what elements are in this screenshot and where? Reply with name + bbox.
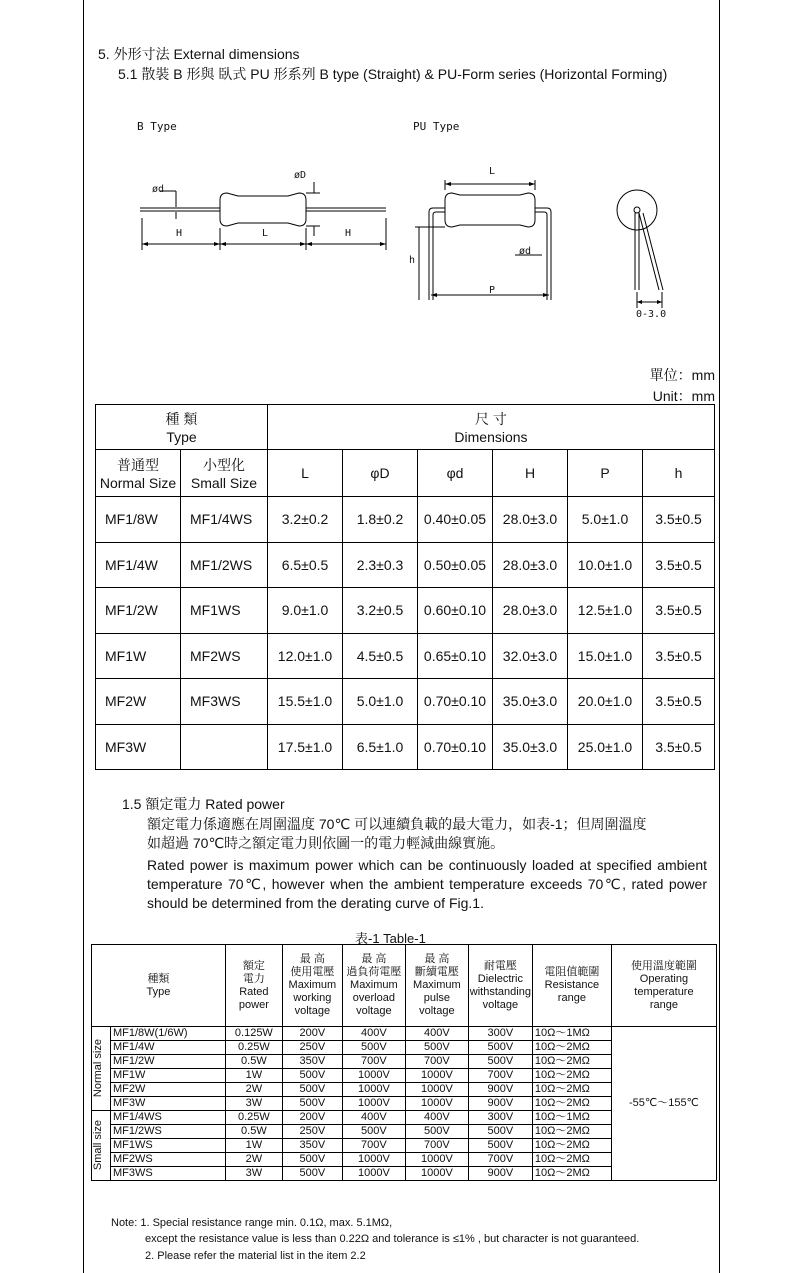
- table-cell: 300V: [468, 1111, 532, 1125]
- table-row: [96, 497, 715, 543]
- table-1-header-cell: [282, 945, 342, 1027]
- unit-cn: 單位：mm: [649, 367, 715, 383]
- small-size-en: Small Size: [190, 475, 258, 491]
- unit-en: Unit：mm: [652, 388, 715, 404]
- table-cell: 400V: [405, 1027, 468, 1041]
- table-cell: 17.5±1.0: [268, 724, 343, 770]
- table-cell: 10Ω～2MΩ: [532, 1125, 611, 1139]
- small-size-header: [181, 450, 268, 497]
- table-cell: 350V: [282, 1139, 342, 1153]
- table-cell: 1000V: [405, 1153, 468, 1167]
- pu-type-label: PU Type: [413, 120, 460, 133]
- header-line: 最 高: [361, 953, 387, 965]
- header-line: withstanding: [469, 985, 531, 998]
- table-cell: 500V: [342, 1041, 405, 1055]
- table-cell: MF2W: [96, 679, 181, 725]
- table-cell: 5.0±1.0: [568, 497, 643, 543]
- table-cell: 12.5±1.0: [568, 588, 643, 634]
- table-cell: 2W: [225, 1153, 282, 1167]
- table-cell: 900V: [468, 1097, 532, 1111]
- normal-size-group: [92, 1027, 111, 1111]
- table-cell: 0.70±0.10: [418, 679, 493, 725]
- table-cell: 32.0±3.0: [493, 633, 568, 679]
- table-cell: 3.5±0.5: [643, 497, 715, 543]
- table-cell: 0.25W: [225, 1111, 282, 1125]
- table-cell: 900V: [468, 1167, 532, 1181]
- table-cell: 700V: [405, 1055, 468, 1069]
- table-cell: 6.5±1.0: [343, 724, 418, 770]
- table-cell: MF1/4WS: [181, 497, 268, 543]
- table-cell: 10Ω～2MΩ: [532, 1167, 611, 1181]
- pu-wire-dia-label: ød: [519, 246, 532, 257]
- pu-h-label: h: [409, 255, 416, 266]
- table-cell: 15.5±1.0: [268, 679, 343, 725]
- table-cell: 400V: [342, 1027, 405, 1041]
- table-cell: 1000V: [342, 1083, 405, 1097]
- table-cell: 9.0±1.0: [268, 588, 343, 634]
- table-cell: 0.70±0.10: [418, 724, 493, 770]
- table-row: [96, 724, 715, 770]
- header-line: range: [557, 992, 586, 1004]
- table-cell: 1000V: [405, 1167, 468, 1181]
- pu-p-label: P: [489, 285, 496, 296]
- table-cell: 25.0±1.0: [568, 724, 643, 770]
- table-cell: 350V: [282, 1055, 342, 1069]
- b-wire-dia-label: ød: [152, 184, 165, 195]
- header-line: 電阻值範圍: [544, 966, 600, 978]
- header-line: 種類: [147, 972, 170, 985]
- section-title: 5. 外形寸法 External dimensions: [98, 46, 300, 62]
- table-cell: 1000V: [342, 1167, 405, 1181]
- table-cell: 3.2±0.5: [343, 588, 418, 634]
- header-line: overload: [352, 992, 395, 1004]
- col-header: φd: [418, 450, 493, 497]
- header-line: Resistance: [544, 979, 600, 991]
- header-line: Maximum: [350, 979, 398, 991]
- table-cell: 35.0±3.0: [493, 679, 568, 725]
- table-cell: 6.5±0.5: [268, 542, 343, 588]
- table-cell: 250V: [282, 1125, 342, 1139]
- header-line: voltage: [356, 1005, 392, 1017]
- header-line: Rated power: [238, 985, 269, 1011]
- table-cell: 0.60±0.10: [418, 588, 493, 634]
- table-row: [96, 588, 715, 634]
- table-cell: 500V: [282, 1069, 342, 1083]
- clearance-label: 0-3.0: [636, 309, 667, 320]
- table-cell: MF1/4WS: [111, 1111, 226, 1125]
- table-cell: 28.0±3.0: [493, 588, 568, 634]
- table-cell: MF3WS: [181, 679, 268, 725]
- table-cell: 28.0±3.0: [493, 542, 568, 588]
- table-1-header-cell: [405, 945, 468, 1027]
- rated-power-cn-1: 額定電力係適應在周圍溫度 70℃ 可以連續負載的最大電力，如表-1；但周圍溫度: [147, 816, 647, 832]
- b-h-right-label: H: [345, 228, 352, 239]
- table-cell: 1W: [225, 1139, 282, 1153]
- table-cell: MF1WS: [111, 1139, 226, 1153]
- table-cell: MF1/4W: [111, 1041, 226, 1055]
- b-body-dia-label: øD: [294, 170, 307, 181]
- header-line: Maximum: [288, 979, 337, 991]
- table-cell: 200V: [282, 1027, 342, 1041]
- rated-power-table: [91, 944, 717, 1181]
- col-header: H: [493, 450, 568, 497]
- table-cell: 10Ω～2MΩ: [532, 1139, 611, 1153]
- table-1-header-cell: [92, 945, 226, 1027]
- table-cell: 0.5W: [225, 1125, 282, 1139]
- normal-size-cn: 普通型: [117, 457, 159, 473]
- header-line: 最 高: [424, 953, 450, 965]
- table-cell: 10Ω～2MΩ: [532, 1083, 611, 1097]
- table-cell: 1.8±0.2: [343, 497, 418, 543]
- group-label: Small size: [92, 1120, 104, 1171]
- rated-power-en: Rated power is maximum power which can be continuously loaded at specified ambient temperature 70℃, however when the ambient temperature exceeds 70℃, rated power should be determined from the derating curve of Fig.1.: [147, 857, 707, 911]
- normal-size-en: Normal Size: [99, 475, 177, 491]
- table-cell: MF1/2WS: [111, 1125, 226, 1139]
- note-line-2: except the resistance value is less than 0.22Ω and tolerance is ≤1% , but character is not guaranteed.: [145, 1233, 640, 1245]
- table-cell: 12.0±1.0: [268, 633, 343, 679]
- table-cell: 900V: [468, 1083, 532, 1097]
- table-1-header-cell: [468, 945, 532, 1027]
- header-line: range: [649, 998, 678, 1011]
- normal-size-header: [96, 450, 181, 497]
- table-cell: [181, 724, 268, 770]
- table-cell: 0.5W: [225, 1055, 282, 1069]
- header-line: 過負荷電壓: [346, 966, 402, 978]
- table-cell: MF3WS: [111, 1167, 226, 1181]
- header-line: voltage: [419, 1005, 455, 1017]
- table-cell: 700V: [468, 1153, 532, 1167]
- table-cell: 3.5±0.5: [643, 724, 715, 770]
- section-subtitle: 5.1 散裝 B 形與 臥式 PU 形系列 B type (Straight) & PU-Form series (Horizontal Forming): [118, 66, 668, 82]
- type-header: [96, 405, 268, 450]
- table-cell: MF1W: [96, 633, 181, 679]
- rated-power-cn-2: 如超過 70℃時之額定電力則依圖一的電力輕減曲線實施。: [147, 835, 505, 851]
- note-line-1: Note: 1. Special resistance range min. 0.1Ω, max. 5.1MΩ,: [111, 1217, 393, 1229]
- table-cell: 500V: [342, 1125, 405, 1139]
- table-cell: 10Ω～2MΩ: [532, 1097, 611, 1111]
- b-l-label: L: [262, 228, 269, 239]
- table-cell: 3.2±0.2: [268, 497, 343, 543]
- table-cell: 500V: [405, 1125, 468, 1139]
- table-cell: 1000V: [405, 1069, 468, 1083]
- col-header: φD: [343, 450, 418, 497]
- b-h-left-label: H: [176, 228, 183, 239]
- table-cell: 500V: [282, 1167, 342, 1181]
- table-cell: MF2W: [111, 1083, 226, 1097]
- table-cell: 0.125W: [225, 1027, 282, 1041]
- table-cell: 300V: [468, 1027, 532, 1041]
- b-type-drawing: [130, 160, 400, 260]
- table-cell: 500V: [468, 1125, 532, 1139]
- table-cell: 4.5±0.5: [343, 633, 418, 679]
- table-cell: 500V: [282, 1083, 342, 1097]
- table-cell: MF2WS: [181, 633, 268, 679]
- group-label: Normal size: [92, 1039, 104, 1098]
- header-line: Maximum: [413, 979, 461, 991]
- table-cell: 700V: [342, 1055, 405, 1069]
- table-cell: 1000V: [342, 1097, 405, 1111]
- table-cell: MF1/8W(1/6W): [111, 1027, 226, 1041]
- table-cell: MF2WS: [111, 1153, 226, 1167]
- dimensions-header: [268, 405, 715, 450]
- table-cell: 700V: [468, 1069, 532, 1083]
- header-line: Dielectric: [477, 972, 523, 985]
- table-cell: 0.50±0.05: [418, 542, 493, 588]
- pu-l-label: L: [489, 166, 496, 177]
- dimensions-table: [95, 404, 715, 770]
- header-line: 使用電壓: [290, 966, 335, 978]
- table-cell: 3.5±0.5: [643, 633, 715, 679]
- table-cell: MF3W: [96, 724, 181, 770]
- table-row: [92, 1027, 717, 1041]
- table-cell: 10Ω～2MΩ: [532, 1069, 611, 1083]
- header-line: working: [293, 992, 332, 1004]
- table-cell: 28.0±3.0: [493, 497, 568, 543]
- table-cell: MF3W: [111, 1097, 226, 1111]
- type-header-en: Type: [166, 429, 197, 445]
- table-cell: 3W: [225, 1097, 282, 1111]
- dimensions-header-en: Dimensions: [454, 429, 528, 445]
- page-border-left: [83, 0, 84, 1273]
- table-cell: 250V: [282, 1041, 342, 1055]
- table-cell: 500V: [282, 1097, 342, 1111]
- table-cell: 10Ω～2MΩ: [532, 1055, 611, 1069]
- table-cell: 500V: [468, 1055, 532, 1069]
- table-cell: 2W: [225, 1083, 282, 1097]
- note-line-3: 2. Please refer the material list in the item 2.2: [145, 1250, 366, 1262]
- pu-side-view-drawing: [600, 180, 690, 320]
- col-header: h: [643, 450, 715, 497]
- small-size-group: [92, 1111, 111, 1181]
- rated-power-heading: 1.5 額定電力 Rated power: [122, 796, 285, 812]
- table-cell: MF1/4W: [96, 542, 181, 588]
- table-cell: 1000V: [342, 1153, 405, 1167]
- page-border-right: [719, 0, 720, 1273]
- table-cell: 5.0±1.0: [343, 679, 418, 725]
- table-cell: 10Ω～2MΩ: [532, 1041, 611, 1055]
- table-cell: 35.0±3.0: [493, 724, 568, 770]
- table-cell: 2.3±0.3: [343, 542, 418, 588]
- table-cell: MF1/2W: [111, 1055, 226, 1069]
- table-row: [96, 542, 715, 588]
- table-cell: 10Ω～2MΩ: [532, 1153, 611, 1167]
- header-line: 電力: [242, 972, 265, 985]
- table-cell: 20.0±1.0: [568, 679, 643, 725]
- table-1-header-cell: [532, 945, 611, 1027]
- table-1-header-cell: [225, 945, 282, 1027]
- table-cell: MF1/2WS: [181, 542, 268, 588]
- table-cell: 0.25W: [225, 1041, 282, 1055]
- b-type-label: B Type: [137, 120, 177, 133]
- table-cell: MF1/8W: [96, 497, 181, 543]
- table-cell: MF1WS: [181, 588, 268, 634]
- header-line: Operating: [639, 972, 689, 985]
- table-cell: 500V: [282, 1153, 342, 1167]
- table-cell: 500V: [468, 1139, 532, 1153]
- header-line: temperature: [634, 985, 694, 998]
- table-cell: 500V: [405, 1041, 468, 1055]
- header-line: voltage: [482, 998, 519, 1011]
- table-cell: 400V: [405, 1111, 468, 1125]
- operating-temp-cell: -55℃～155℃: [611, 1027, 716, 1181]
- header-line: 最 高: [299, 953, 325, 965]
- table-cell: 200V: [282, 1111, 342, 1125]
- table-cell: 10Ω～1MΩ: [532, 1111, 611, 1125]
- table-cell: MF1/2W: [96, 588, 181, 634]
- table-row: [96, 679, 715, 725]
- table-1-header-cell: [342, 945, 405, 1027]
- table-cell: 15.0±1.0: [568, 633, 643, 679]
- table-cell: 10Ω～1MΩ: [532, 1027, 611, 1041]
- table-cell: 1000V: [405, 1097, 468, 1111]
- table-cell: 3.5±0.5: [643, 542, 715, 588]
- table-cell: 0.40±0.05: [418, 497, 493, 543]
- table-cell: 10.0±1.0: [568, 542, 643, 588]
- header-line: Type: [146, 985, 171, 998]
- col-header: L: [268, 450, 343, 497]
- table-row: [96, 633, 715, 679]
- table-cell: 3W: [225, 1167, 282, 1181]
- table-cell: MF1W: [111, 1069, 226, 1083]
- header-line: 額定: [242, 959, 265, 972]
- table-cell: 3.5±0.5: [643, 679, 715, 725]
- table-cell: 700V: [405, 1139, 468, 1153]
- type-header-cn: 種 類: [165, 411, 198, 427]
- table-cell: 500V: [468, 1041, 532, 1055]
- header-line: voltage: [294, 1005, 331, 1017]
- table-cell: 400V: [342, 1111, 405, 1125]
- header-line: 使用溫度範圍: [630, 959, 697, 972]
- header-line: 耐電壓: [483, 959, 517, 972]
- table-cell: 1000V: [342, 1069, 405, 1083]
- small-size-cn: 小型化: [203, 457, 245, 473]
- header-line: 斷續電壓: [414, 966, 459, 978]
- dimensions-header-cn: 尺 寸: [475, 411, 507, 427]
- col-header: P: [568, 450, 643, 497]
- table-cell: 1000V: [405, 1083, 468, 1097]
- table-1-caption: 表-1 Table-1: [355, 931, 426, 946]
- table-1-header-cell: [611, 945, 716, 1027]
- table-cell: 1W: [225, 1069, 282, 1083]
- table-cell: 0.65±0.10: [418, 633, 493, 679]
- table-cell: 700V: [342, 1139, 405, 1153]
- table-cell: 3.5±0.5: [643, 588, 715, 634]
- header-line: pulse: [423, 992, 451, 1004]
